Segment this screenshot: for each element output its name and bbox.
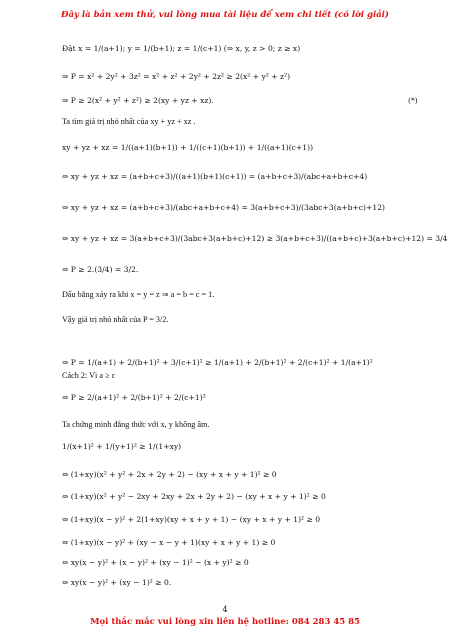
math-line: ⇒ P ≥ 2/(a+1)² + 2/(b+1)² + 2/(c+1)² [62, 393, 206, 402]
equation-marker: (*) [408, 96, 418, 105]
math-line: ⇒ P = x² + 2y² + 3z² = x² + z² + 2y² + 2z² ≥ 2(x² + y² + z²) [62, 72, 291, 81]
math-line: xy + yz + xz = 1/((a+1)(b+1)) + 1/((c+1)(b+1)) + 1/((a+1)(c+1)) [62, 143, 314, 152]
math-line: ⇔ xy(x − y)² + (x − y)² + (xy − 1)² − (x + y)² ≥ 0 [62, 558, 249, 567]
math-line: ⇔ (1+xy)(x² + y² − 2xy + 2xy + 2x + 2y + 2) − (xy + x + y + 1)² ≥ 0 [62, 492, 326, 501]
math-line: ⇔ (1+xy)(x − y)² + 2(1+xy)(xy + x + y + 1) − (xy + x + y + 1)² ≥ 0 [62, 515, 321, 524]
hotline-footer: Mọi thắc mắc vui lòng xin liên hệ hotline: 084 283 45 85 [90, 617, 360, 627]
preview-banner: Đây là bản xem thử, vui lòng mua tài liệu để xem chi tiết (có lời giải) [61, 10, 389, 20]
math-line: ⇔ xy(x − y)² + (xy − 1)² ≥ 0. [62, 578, 172, 587]
math-line: ⇒ P ≥ 2(x² + y² + z²) ≥ 2(xy + yz + xz). [62, 96, 214, 105]
math-line: ⇔ (1+xy)(x² + y² + 2x + 2y + 2) − (xy + x + y + 1)² ≥ 0 [62, 470, 277, 479]
math-line: ⇔ xy + yz + xz = (a+b+c+3)/(abc+a+b+c+4) = 3(a+b+c+3)/(3abc+3(a+b+c)+12) [62, 203, 386, 212]
math-line: ⇒ P = 1/(a+1) + 2/(b+1)² + 3/(c+1)² ≥ 1/(a+1) + 2/(b+1)² + 2/(c+1)² + 1/(a+1)² [62, 358, 373, 367]
text-line: Ta chứng minh đẳng thức với x, y không âm. [62, 420, 210, 429]
text-line: Dấu bằng xảy ra khi x = y = z ⇒ a = b = c = 1. [62, 290, 215, 299]
math-line: ⇒ P ≥ 2.(3/4) = 3/2. [62, 265, 139, 274]
math-line: ⇔ xy + yz + xz = (a+b+c+3)/((a+1)(b+1)(c+1)) = (a+b+c+3)/(abc+a+b+c+4) [62, 172, 368, 181]
page-number: 4 [222, 605, 228, 614]
math-line: 1/(x+1)² + 1/(y+1)² ≥ 1/(1+xy) [62, 442, 182, 451]
text-line: Ta tìm giá trị nhỏ nhất của xy + yz + xz . [62, 117, 196, 126]
math-line: ⇔ (1+xy)(x − y)² + (xy − x − y + 1)(xy + x + y + 1) ≥ 0 [62, 538, 276, 547]
text-line: Cách 2: Vì a ≥ c [62, 371, 116, 380]
math-line: Đặt x = 1/(a+1); y = 1/(b+1); z = 1/(c+1) (⇒ x, y, z > 0; z ≥ x) [62, 44, 301, 53]
math-line: ⇔ xy + yz + xz = 3(a+b+c+3)/(3abc+3(a+b+c)+12) ≥ 3(a+b+c+3)/((a+b+c)+3(a+b+c)+12) = 3/4 [62, 234, 448, 243]
text-line: Vậy giá trị nhỏ nhất của P = 3/2. [62, 315, 169, 324]
